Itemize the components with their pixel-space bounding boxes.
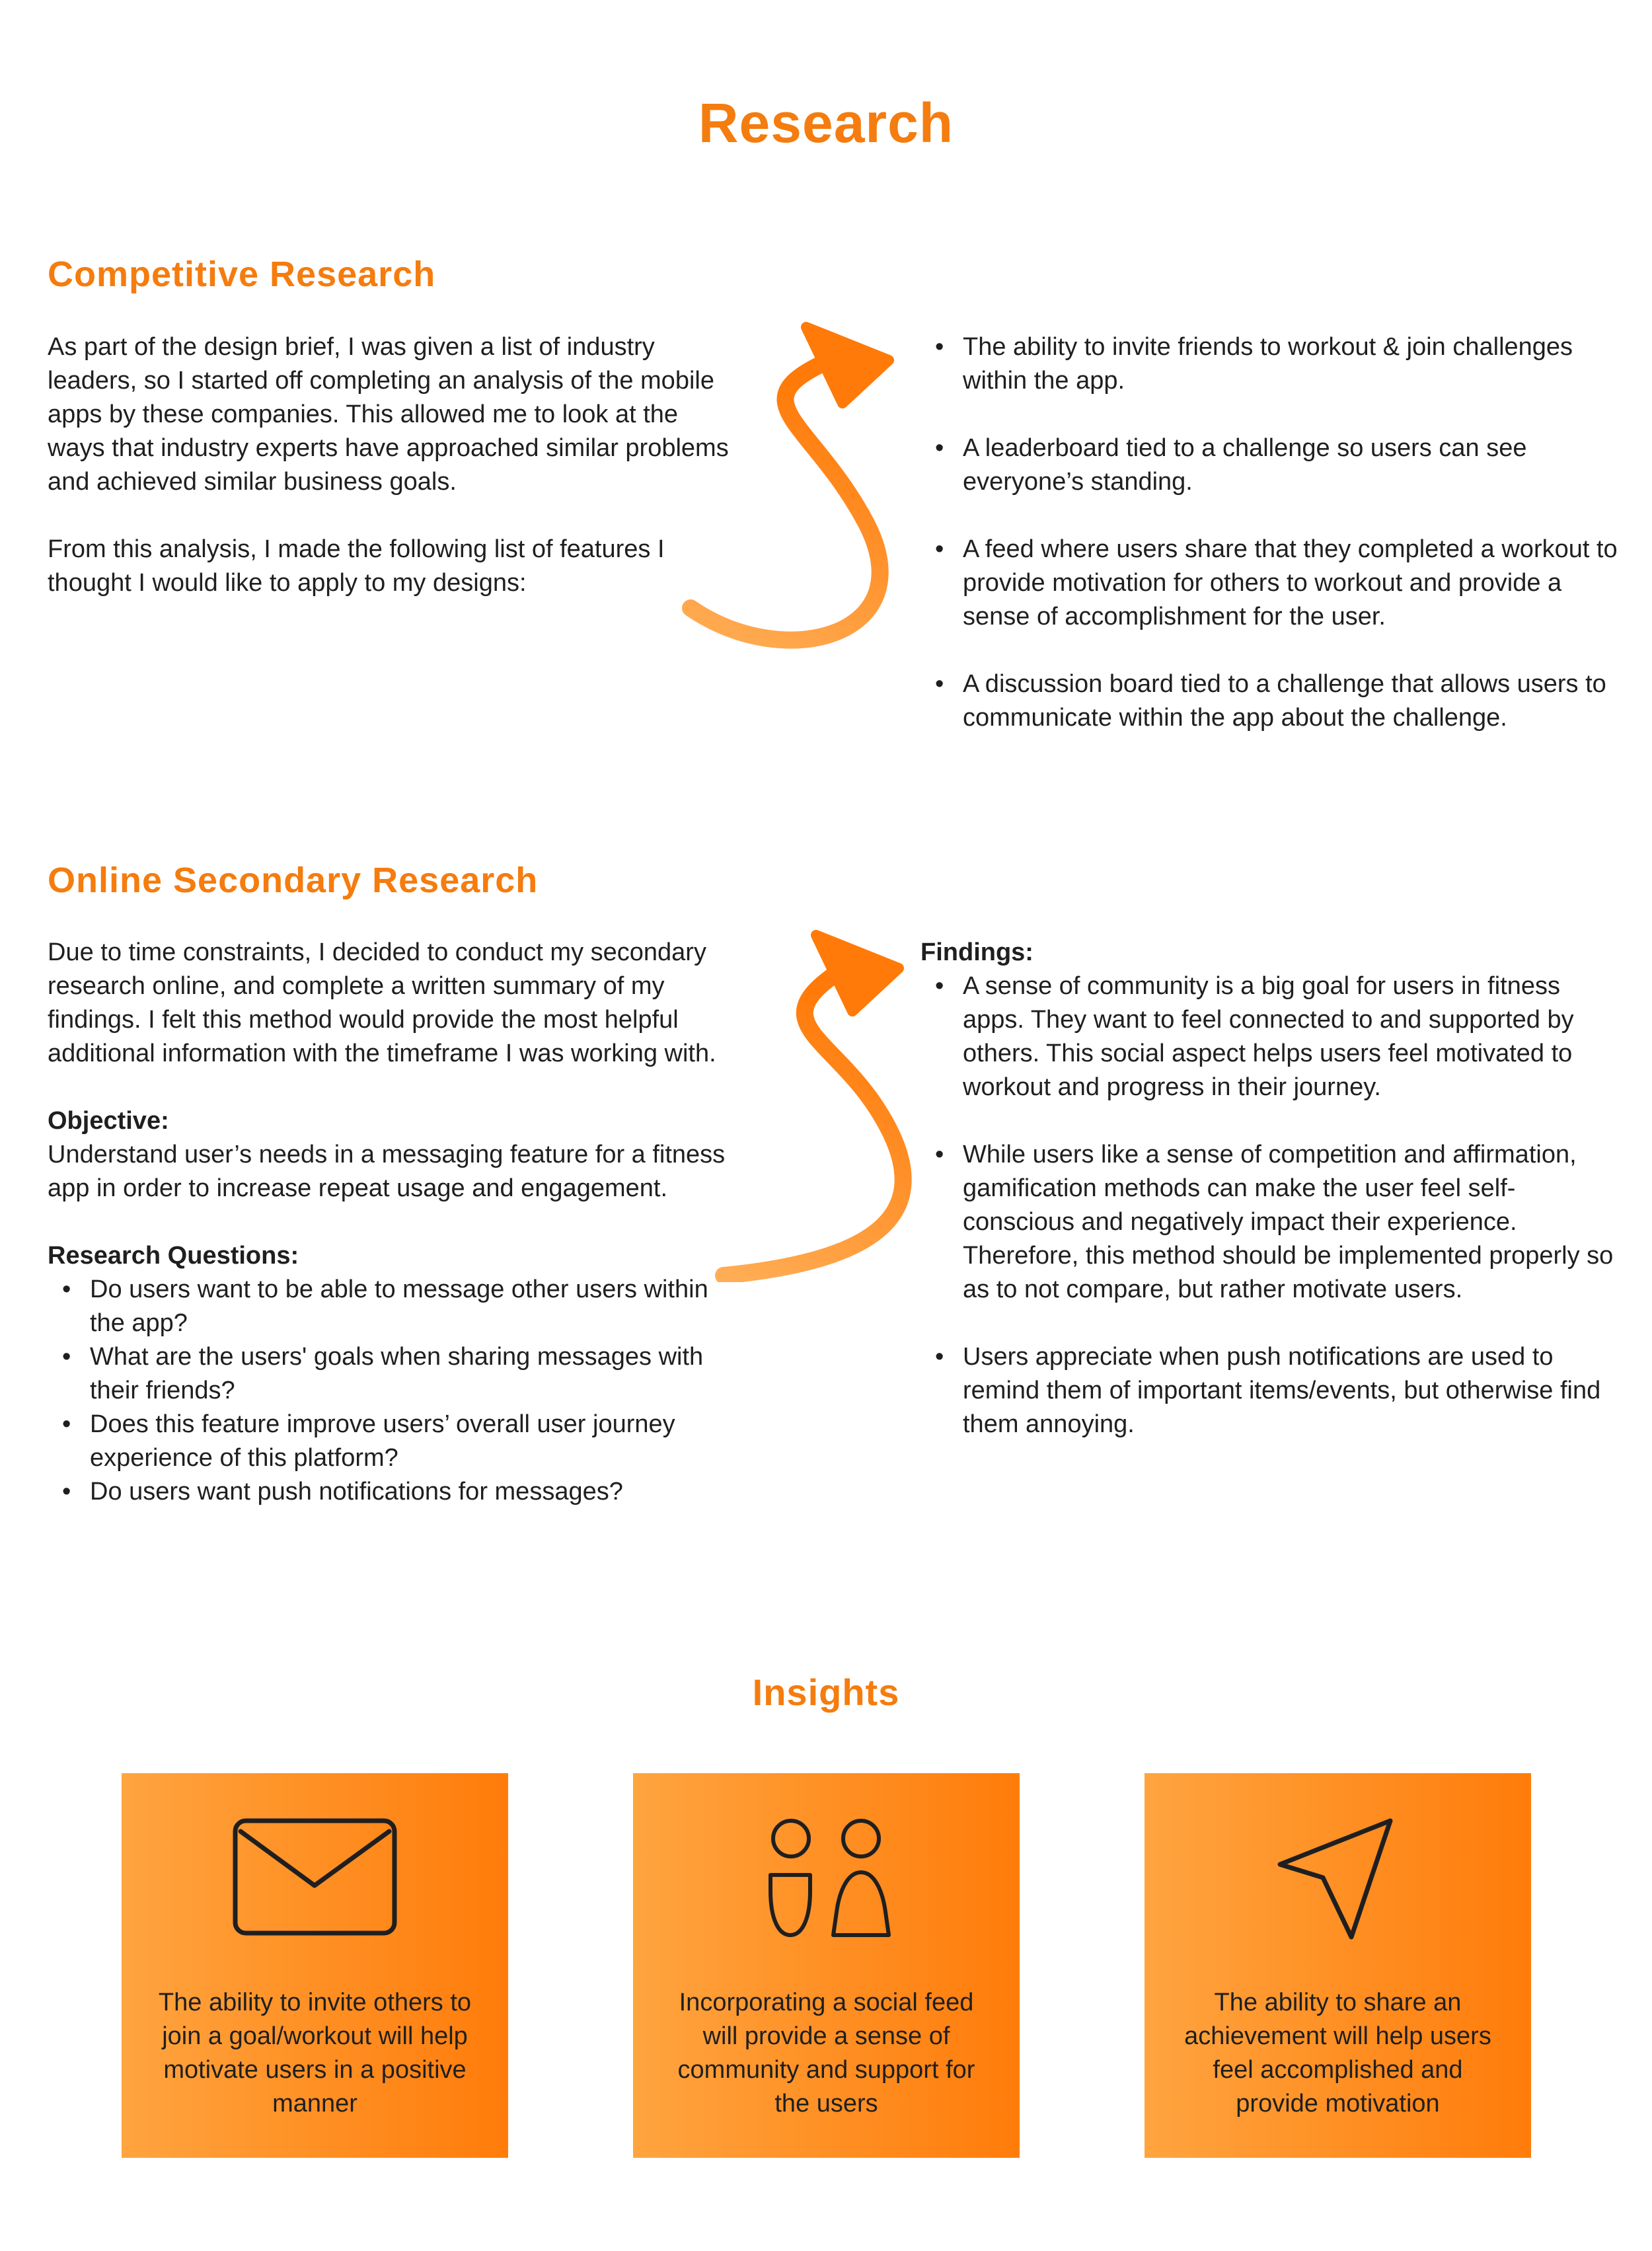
list-item: • A sense of community is a big goal for users in fitness apps. They want to feel connected to and supported by others. This social aspect helps users feel motivated to workout and progress in their journey.	[963, 970, 1621, 1104]
send-arrow-icon	[1145, 1813, 1531, 1945]
insight-card	[633, 1773, 1020, 2158]
objective-text: Understand user’s needs in a messaging feature for a fitness app in order to increase repeat usage and engagement.	[48, 1141, 726, 1202]
secondary-intro: Due to time constraints, I decided to conduct my secondary research online, and complete a written summary of my findings. I felt this method would provide the most helpful additional information with the timeframe I was working with.	[48, 938, 716, 1067]
competitive-research-heading: Competitive Research	[48, 254, 436, 294]
envelope-icon	[122, 1813, 508, 1945]
secondary-research-heading: Online Secondary Research	[48, 860, 539, 900]
insight-card-text: The ability to invite others to join a goal/workout will help motivate users in a positive manner	[158, 1989, 472, 2117]
competitive-features-list	[920, 330, 1621, 735]
list-item: • The ability to invite friends to workout & join challenges within the app.	[963, 330, 1621, 398]
insight-card-text: The ability to share an achievement will help users feel accomplished and provide motivation	[1184, 1989, 1491, 2117]
findings-label: Findings:	[920, 938, 1033, 966]
list-item: • Does this feature improve users’ overall user journey experience of this platform?	[90, 1408, 735, 1475]
research-questions-list	[48, 1273, 735, 1509]
competitive-features-list-wrap	[920, 330, 1621, 735]
list-item: • A feed where users share that they completed a workout to provide motivation for others to workout and provide a sense of accomplishment for the user.	[963, 533, 1621, 634]
list-item: • A leaderboard tied to a challenge so users can see everyone’s standing.	[963, 432, 1621, 499]
list-item: • Do users want push notifications for messages?	[90, 1475, 735, 1509]
insight-card	[1145, 1773, 1531, 2158]
competitive-research-intro	[48, 330, 735, 600]
list-item: • A discussion board tied to a challenge that allows users to communicate within the app about the challenge.	[963, 668, 1621, 735]
list-item: • Do users want to be able to message other users within the app?	[90, 1273, 735, 1340]
research-questions-label: Research Questions:	[48, 1242, 299, 1270]
list-item: • Users appreciate when push notifications are used to remind them of important items/events, but otherwise find them annoying.	[963, 1340, 1621, 1441]
list-item: • What are the users' goals when sharing messages with their friends?	[90, 1340, 735, 1408]
secondary-research-left	[48, 936, 735, 1509]
findings-block	[920, 936, 1621, 1441]
curved-arrow-icon	[667, 304, 932, 674]
page-title: Research	[698, 92, 954, 154]
insight-card-text: Incorporating a social feed will provide a sense of community and support for the users	[677, 1989, 975, 2117]
findings-list	[920, 970, 1621, 1441]
competitive-paragraph-2: From this analysis, I made the following list of features I thought I would like to apply to my designs:	[48, 535, 665, 597]
insight-card	[122, 1773, 508, 2158]
objective-label: Objective:	[48, 1107, 169, 1135]
curved-arrow-icon	[694, 912, 958, 1282]
competitive-paragraph-1: As part of the design brief, I was given a list of industry leaders, so I started off completing an analysis of the mobile apps by these companies. This allowed me to look at the ways that industry experts have approached similar problems and achieved similar business goals.	[48, 333, 729, 496]
list-item: • While users like a sense of competition and affirmation, gamification methods can make the user feel self-conscious and negatively impact their experience. Therefore, this method should be implemented properly so as to not compare, but rather motivate users.	[963, 1138, 1621, 1307]
insights-heading: Insights	[752, 1671, 900, 1713]
people-icon	[633, 1813, 1020, 1945]
